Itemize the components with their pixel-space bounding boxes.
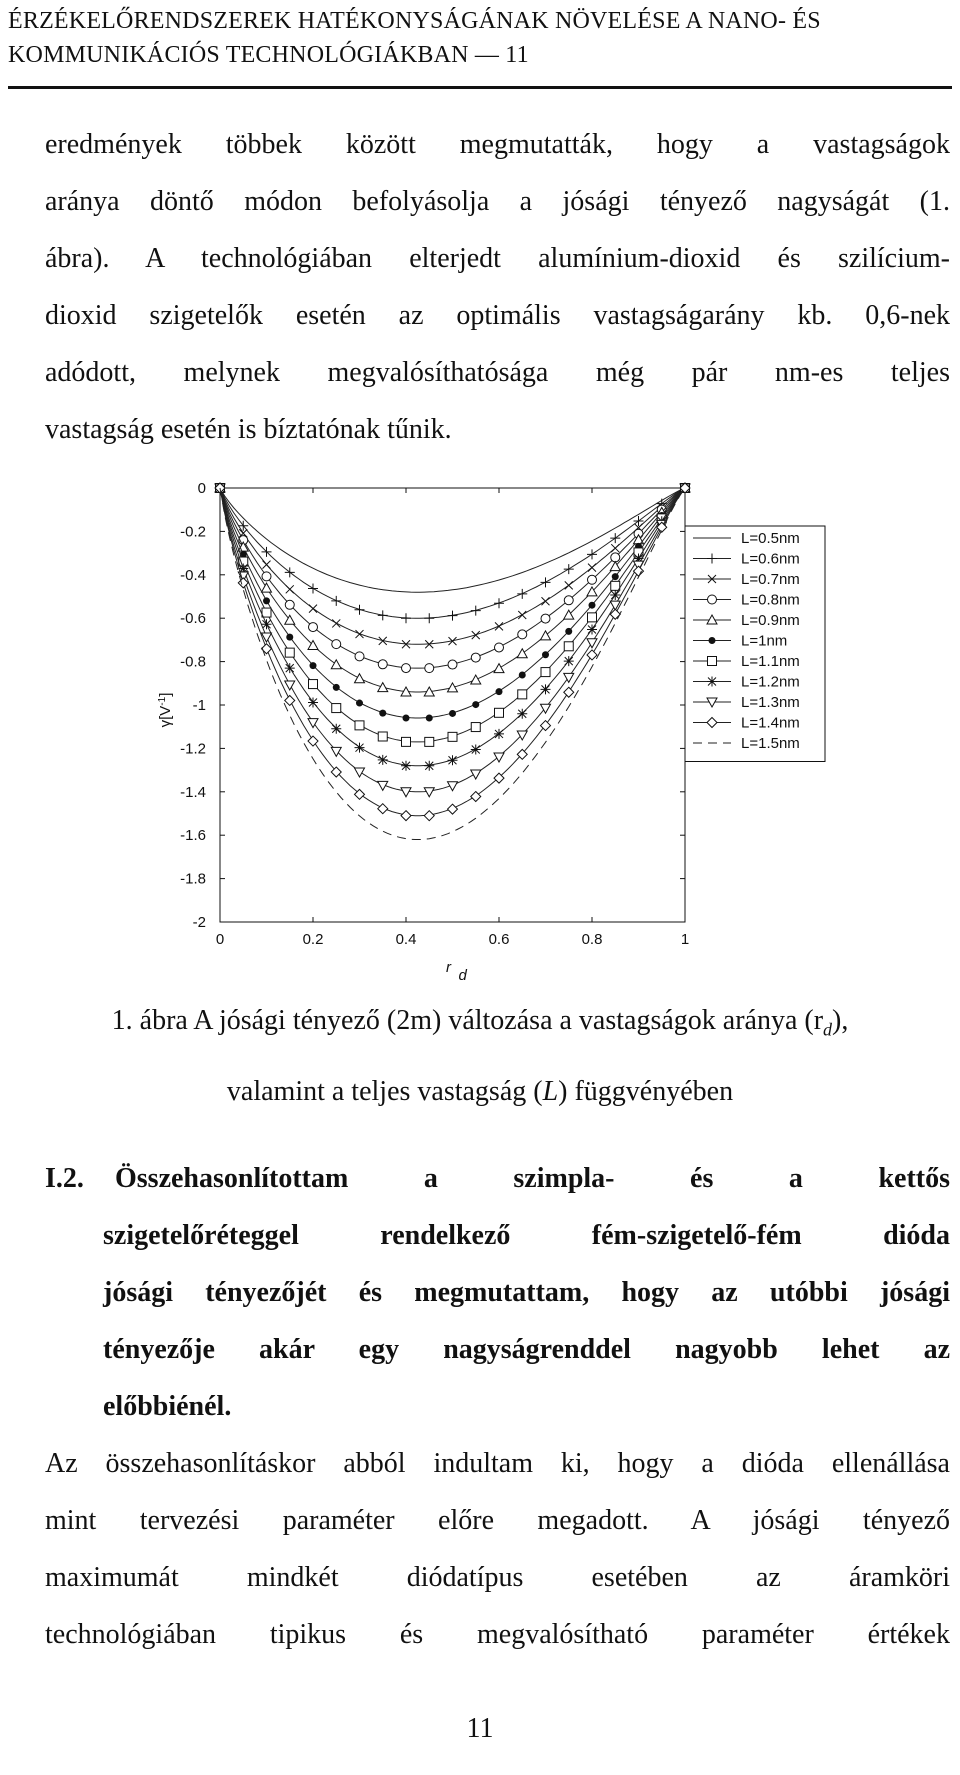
y-tick-label: -0.8 <box>180 653 206 671</box>
series-marker-4 <box>425 664 434 673</box>
paragraph-1-line: aránya döntő módon befolyásolja a jósági tényező nagyságát (1. <box>45 186 950 217</box>
series-marker-6 <box>310 662 317 669</box>
paragraph-1-line: eredmények többek között megmutatták, hogy a vastagságok <box>45 129 950 160</box>
series-marker-6 <box>496 688 503 695</box>
series-marker-10 <box>401 811 411 821</box>
series-marker-8 <box>471 745 481 755</box>
series-marker-2 <box>494 598 504 608</box>
section-line: szigetelőréteggel rendelkező fém-szigetelő-fém dióda <box>103 1220 950 1251</box>
legend-label: L=1.1nm <box>741 653 800 670</box>
series-marker-3 <box>611 544 619 552</box>
header-line-2: KOMMUNIKÁCIÓS TECHNOLÓGIÁKBAN — 11 <box>8 42 529 68</box>
series-marker-6 <box>356 700 363 707</box>
chart-svg <box>0 470 960 990</box>
x-tick-label: 0.4 <box>395 931 417 948</box>
series-line-8 <box>220 488 685 766</box>
series-marker-3 <box>565 581 573 589</box>
series-marker-10 <box>634 566 644 576</box>
series-marker-6 <box>449 710 456 717</box>
series-marker-6 <box>542 651 549 658</box>
series-marker-9 <box>401 788 411 797</box>
series-marker-10 <box>424 811 434 821</box>
series-marker-8 <box>378 755 388 765</box>
series-marker-6 <box>565 628 572 635</box>
series-marker-8 <box>355 743 365 753</box>
series-marker-4 <box>564 596 573 605</box>
series-marker-10 <box>564 687 574 697</box>
header-line-1: ÉRZÉKELŐRENDSZEREK HATÉKONYSÁGÁNAK NÖVELÉSE A NANO- ÉS <box>8 8 821 34</box>
series-marker-9 <box>331 747 341 756</box>
series-marker-2 <box>517 589 527 599</box>
y-tick-label: -0.4 <box>180 566 206 584</box>
running-header <box>8 4 952 72</box>
paragraph-2-line: Az összehasonlításkor abból indultam ki, hogy a dióda ellenállása <box>45 1448 950 1479</box>
section-line: tényezője akár egy nagyságrenddel nagyobb lehet az <box>103 1334 950 1365</box>
series-marker-7 <box>332 704 341 713</box>
series-marker-10 <box>448 804 458 814</box>
paragraph-1-line: ábra). A technológiában elterjedt alumínium-dioxid és szilícium- <box>45 243 950 274</box>
series-marker-9 <box>285 681 295 690</box>
series-marker-5 <box>331 660 341 669</box>
y-axis-label-prefix: γ[V <box>157 705 174 728</box>
series-marker-7 <box>564 642 573 651</box>
series-marker-9 <box>471 770 481 779</box>
caption-line-2 <box>0 1061 960 1123</box>
legend-label: L=1.5nm <box>741 735 800 752</box>
paragraph-1-line: dioxid szigetelők esetén az optimális vastagságarány kb. 0,6-nek <box>45 300 950 331</box>
series-marker-2 <box>610 533 620 543</box>
paragraph-1-line: vastagság esetén is bíztatónak tűnik. <box>45 414 452 445</box>
series-marker-7 <box>541 668 550 677</box>
series-marker-6 <box>519 671 526 678</box>
caption-line-2-b: ) függvényében <box>558 1075 734 1107</box>
series-marker-3 <box>309 605 317 613</box>
y-tick-label: -1 <box>192 697 206 714</box>
page-number: 11 <box>466 1713 494 1744</box>
caption-line-1 <box>0 990 960 1061</box>
series-marker-9 <box>355 768 365 777</box>
series-marker-5 <box>448 683 458 692</box>
series-marker-2 <box>378 610 388 620</box>
section-line: előbbiénél. <box>103 1391 232 1422</box>
legend-marker <box>708 595 717 604</box>
caption-L: L <box>542 1075 559 1107</box>
series-marker-2 <box>424 613 434 623</box>
figure-caption <box>0 990 960 1123</box>
series-marker-3 <box>356 630 364 638</box>
series-marker-7 <box>262 608 271 617</box>
legend-label: L=1.3nm <box>741 694 800 711</box>
series-marker-8 <box>494 729 504 739</box>
series-marker-2 <box>355 605 365 615</box>
x-tick-label: 0.8 <box>581 931 603 948</box>
series-marker-7 <box>309 680 318 689</box>
series-marker-8 <box>331 724 341 734</box>
series-marker-5 <box>517 649 527 658</box>
series-marker-6 <box>472 701 479 708</box>
series-marker-4 <box>402 664 411 673</box>
x-axis-label: r <box>446 959 451 976</box>
series-marker-7 <box>378 732 387 741</box>
series-marker-5 <box>378 683 388 692</box>
series-marker-4 <box>262 572 271 581</box>
series-marker-4 <box>518 630 527 639</box>
caption-line-1-end: ), <box>832 1005 849 1036</box>
series-marker-4 <box>588 575 597 584</box>
series-marker-10 <box>587 650 597 660</box>
series-marker-2 <box>564 564 574 574</box>
series-marker-3 <box>332 619 340 627</box>
series-marker-7 <box>285 648 294 657</box>
series-marker-6 <box>426 715 433 722</box>
caption-line-2-a: valamint a teljes vastagság ( <box>226 1075 543 1107</box>
series-marker-8 <box>424 761 434 771</box>
paragraph-1-line: adódott, melynek megvalósíthatósága még pár nm-es teljes <box>45 357 950 388</box>
figure-1-chart <box>0 470 960 990</box>
header-rule <box>8 86 952 89</box>
series-marker-4 <box>541 614 550 623</box>
y-tick-label: -1.4 <box>180 783 206 801</box>
series-marker-4 <box>448 660 457 669</box>
series-marker-8 <box>541 684 551 694</box>
series-marker-4 <box>495 643 504 652</box>
y-axis-label-sup: -1 <box>156 696 168 706</box>
section-number: I.2. <box>45 1163 84 1194</box>
legend-marker <box>708 657 717 666</box>
series-marker-5 <box>494 664 504 673</box>
series-marker-10 <box>378 804 388 814</box>
series-marker-9 <box>494 753 504 762</box>
series-marker-4 <box>355 652 364 661</box>
paragraph-2-line: mint tervezési paraméter előre megadott. A jósági tényező <box>45 1505 950 1536</box>
y-tick-label: 0 <box>197 480 206 497</box>
series-marker-8 <box>401 761 411 771</box>
series-marker-2 <box>448 611 458 621</box>
paragraph-1 <box>45 116 950 458</box>
series-marker-6 <box>263 597 270 604</box>
series-marker-4 <box>378 660 387 669</box>
legend-label: L=0.9nm <box>741 612 800 629</box>
legend-marker <box>709 637 716 644</box>
paragraph-2 <box>45 1435 950 1663</box>
series-marker-9 <box>587 639 597 648</box>
y-tick-label: -0.2 <box>180 523 206 541</box>
series-marker-8 <box>517 709 527 719</box>
series-marker-3 <box>495 622 503 630</box>
series-marker-3 <box>588 564 596 572</box>
series-marker-2 <box>401 613 411 623</box>
y-tick-label: -0.6 <box>180 610 206 628</box>
series-marker-4 <box>285 600 294 609</box>
series-marker-4 <box>471 653 480 662</box>
series-marker-3 <box>263 561 271 569</box>
series-marker-4 <box>332 640 341 649</box>
x-tick-label: 0.6 <box>488 931 510 948</box>
series-marker-7 <box>355 721 364 730</box>
thesis-point-I2 <box>45 1150 950 1435</box>
y-axis-label-suffix: ] <box>157 692 174 697</box>
series-marker-5 <box>355 674 365 683</box>
x-tick-label: 1 <box>680 931 690 948</box>
legend-label: L=0.7nm <box>741 571 800 588</box>
y-axis-label <box>157 693 175 728</box>
series-marker-6 <box>612 573 619 580</box>
series-marker-10 <box>308 736 318 746</box>
section-line: jósági tényezőjét és megmutattam, hogy az utóbbi jósági <box>103 1277 950 1308</box>
series-marker-5 <box>471 675 481 684</box>
series-marker-2 <box>541 577 551 587</box>
caption-line-1-text: 1. ábra A jósági tényező (2m) változása a vastagságok aránya (r <box>111 1005 824 1036</box>
series-marker-7 <box>402 737 411 746</box>
series-marker-5 <box>285 615 295 624</box>
series-marker-7 <box>495 708 504 717</box>
series-marker-10 <box>285 695 295 705</box>
series-marker-8 <box>448 755 458 765</box>
series-marker-7 <box>518 690 527 699</box>
legend-label: L=0.6nm <box>741 550 800 568</box>
legend-label: L=1.2nm <box>741 673 800 691</box>
legend-marker <box>707 677 717 687</box>
legend-label: L=0.5nm <box>741 530 800 547</box>
section-line: Összehasonlítottam a szimpla- és a kettős <box>115 1163 950 1194</box>
series-marker-9 <box>424 788 434 797</box>
series-marker-3 <box>542 597 550 605</box>
series-marker-7 <box>611 581 620 590</box>
y-tick-label: -1.6 <box>180 827 206 845</box>
series-marker-6 <box>379 710 386 717</box>
legend-label: L=0.8nm <box>741 591 800 609</box>
series-marker-5 <box>262 583 272 592</box>
series-marker-3 <box>286 585 294 593</box>
series-marker-2 <box>331 596 341 606</box>
series-marker-6 <box>589 602 596 609</box>
series-marker-7 <box>588 613 597 622</box>
y-tick-label: -1.2 <box>180 740 206 758</box>
legend-label: L=1nm <box>741 632 788 650</box>
series-marker-7 <box>448 732 457 741</box>
series-marker-6 <box>286 634 293 641</box>
series-marker-8 <box>587 625 597 635</box>
series-marker-2 <box>587 549 597 559</box>
y-axis-label-text <box>157 693 175 728</box>
series-marker-4 <box>309 623 318 632</box>
series-marker-7 <box>425 737 434 746</box>
legend-label: L=1.4nm <box>741 714 800 732</box>
series-marker-8 <box>308 698 318 708</box>
series-marker-2 <box>471 606 481 616</box>
series-marker-4 <box>611 553 620 562</box>
paragraph-2-line: technológiában tipikus és megvalósítható paraméter értékek <box>45 1619 950 1650</box>
series-marker-8 <box>285 663 295 673</box>
y-tick-label: -1.8 <box>180 870 206 888</box>
paragraph-2-line: maximumát mindkét diódatípus esetében az áramköri <box>45 1562 950 1593</box>
x-tick-label: 0.2 <box>302 931 324 948</box>
x-axis-label-sub: d <box>458 967 467 984</box>
series-marker-3 <box>518 611 526 619</box>
series-marker-3 <box>472 631 480 639</box>
caption-subscript: d <box>823 1019 833 1040</box>
x-tick-label: 0 <box>215 931 225 948</box>
series-marker-7 <box>471 723 480 732</box>
series-marker-8 <box>564 656 574 666</box>
y-tick-label: -2 <box>192 914 206 931</box>
series-marker-6 <box>333 684 340 691</box>
series-marker-2 <box>308 584 318 594</box>
series-marker-6 <box>403 715 410 722</box>
